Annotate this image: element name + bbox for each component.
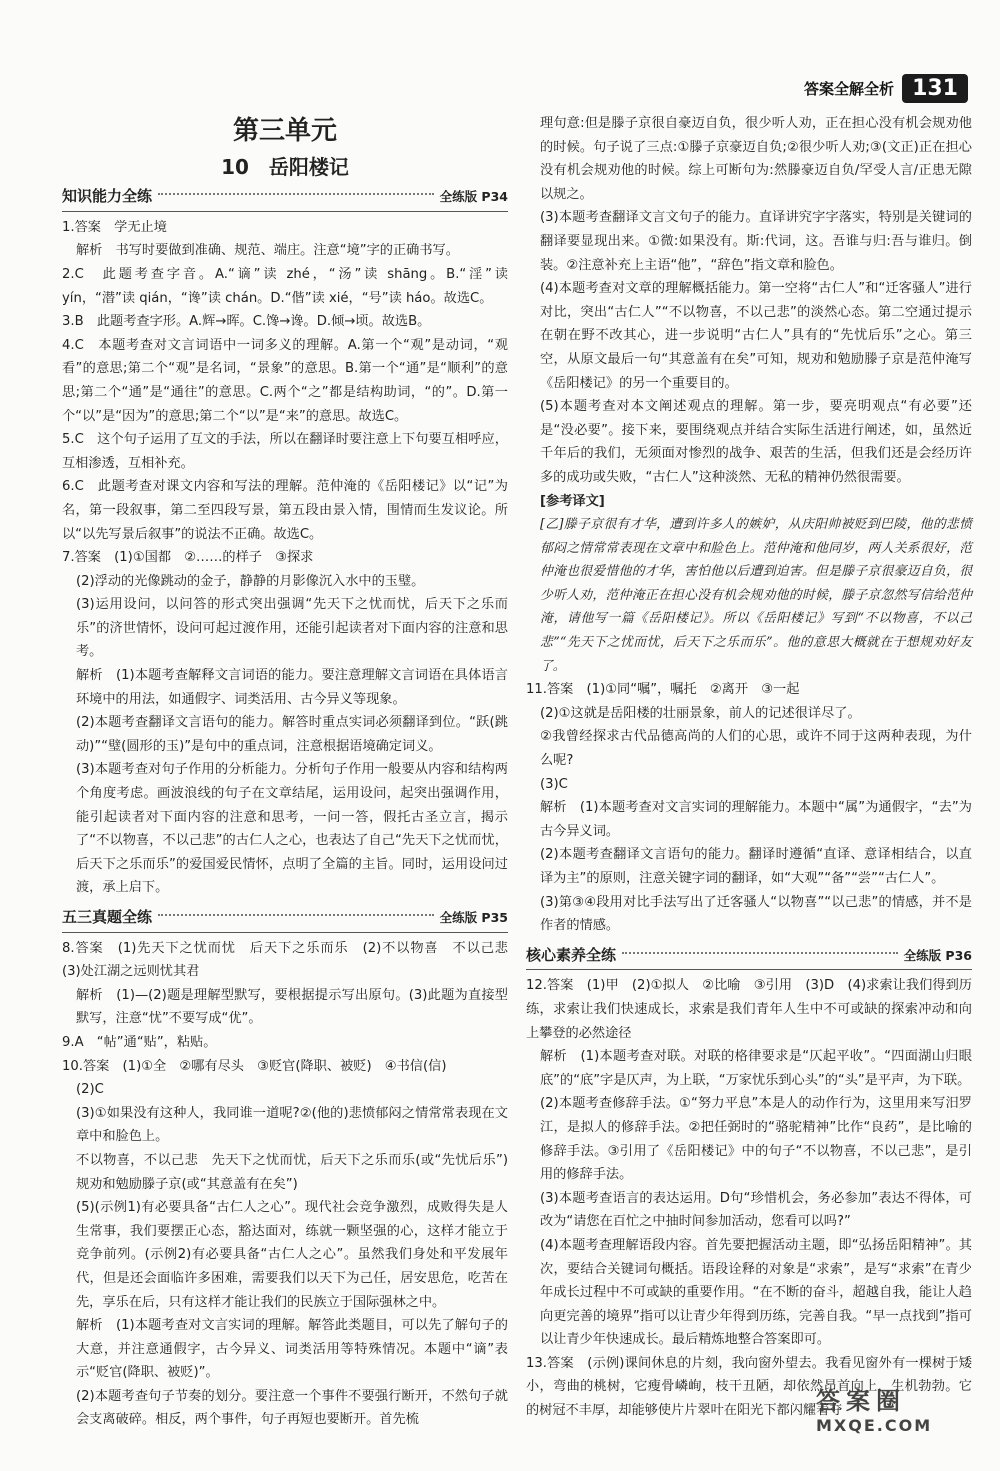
unit-title: 第三单元 <box>232 116 337 146</box>
header-label: 答案全解全析 <box>804 79 895 98</box>
answer-9: 9.A “帖”通“贴”，粘贴。 <box>62 1034 217 1050</box>
analysis-10-3: (3)本题考查翻译文言文句子的能力。直译讲究字字落实，特别是关键词的翻译要显现出来。①微:如果没有。斯:代词，这。吾谁与归:吾与谁归。倒装。②注意补充上主语“他”，“辞色”指文章和脸色。 <box>540 210 972 273</box>
watermark-text: 答案圈 <box>816 1387 906 1415</box>
section-dots <box>158 193 434 195</box>
reference-translation: [乙]滕子京很有才华，遭到许多人的嫉妒，从庆阳帅被贬到巴陵，他的悲愤郁闷之情常常表现在文章中和脸色上。范仲淹和他同岁，两人关系很好，范仲淹也很爱惜他的才华，害怕他以后遭到迫害。但是滕子京很豪迈自负，很少听人劝，范仲淹正在担心没有机会规劝他的时候，滕子京忽然写信给范仲淹，请他写一篇《岳阳楼记》。所以《岳阳楼记》写到“不以物喜，不以己悲”“先天下之忧而忧，后天下之乐而乐”。他的意思大概就在于想规劝好友了。 <box>540 517 972 674</box>
section-header-core <box>526 944 972 971</box>
analysis-12-4: (4)本题考查理解语段内容。首先要把握活动主题，即“弘扬岳阳精神”。其次，要结合关键词句概括。语段诠释的对象是“求索”，是写“求索”在青少年成长过程中不可或缺的重要作用。“在不断的奋斗，超越自我，能让人趋向更完善的境界”指可以让青少年得到历练，完善自我。“早一点找到”指可以让青少年快速成长。最后精炼地整合答案即可。 <box>540 1237 972 1348</box>
analysis-10-5: (5)本题考查对本文阐述观点的理解。第一步，要亮明观点“有必要”还是“没必要”。接下来，要围绕观点并结合实际生活进行阐述，如，虽然近千年后的我们，无须面对惨烈的战争、艰苦的生活，但我们还是会经历许多的成功或失败，“古仁人”这种淡然、无私的精神仍然很需要。 <box>540 399 972 485</box>
answer-10-5: (5)(示例1)有必要具备“古仁人之心”。现代社会竞争激烈，成败得失是人生常事，我们要摆正心态，豁达面对，练就一颗坚强的心，这样才能立于竞争前列。(示例2)有必要具备“古仁人之心”。虽然我们身处和平发展年代，但是还会面临许多困难，需要我们以天下为己任，居安思危，吃苦在先，享乐在后，只有这样才能让我们的民族立于国际强林之中。 <box>76 1200 508 1310</box>
answer-10-4: 不以物喜，不以己悲 先天下之忧而忧，后天下之乐而乐(或“先忧后乐”) 规劝和勉励滕子京(或“其意盖有在矣”) <box>76 1152 522 1192</box>
page-header <box>804 70 968 106</box>
left-column <box>62 112 522 1432</box>
answer-8: 8.答案 (1)先天下之忧而忧 后天下之乐而乐 (2)不以物喜 不以己悲 (3)处江湖之远则忧其君 <box>62 940 522 980</box>
answer-11-2b: ②我曾经探求古代品德高尚的人们的心思，或许不同于这两种表现，为什么呢? <box>540 729 972 769</box>
answer-13: 13.答案 (示例)课间休息的片刻，我向窗外望去。我看见窗外有一棵树于矮小，弯曲的桃树，它瘦骨嶙峋，枝干丑陋，却依然昂首向上，生机勃勃。它的树冠不丰厚，却能够使片片翠叶在阳光下都闪耀着夺 <box>526 1355 972 1419</box>
analysis-1: 解析 书写时要做到准确、规范、端庄。注意“境”字的正确书写。 <box>76 243 459 259</box>
analysis-12-1: 解析 (1)本题考查对联。对联的格律要求是“仄起平收”。“四面湖山归眼底”的“底”字是仄声，为上联，“万家忧乐到心头”的“头”是平声，为下联。 <box>540 1049 972 1088</box>
section-tag: 全练版 P34 <box>439 189 508 205</box>
analysis-11-2: (2)本题考查翻译文言语句的能力。翻译时遵循“直译、意译相结合，以直译为主”的原则，注意关键字词的翻译，如“大观”“备”“尝”“古仁人”。 <box>540 847 972 886</box>
page-number: 131 <box>902 74 968 103</box>
reference-translation-heading: [参考译文] <box>540 493 605 509</box>
answer-3: 3.B 此题考查字形。A.辉→晖。C.馋→谗。D.倾→顷。故选B。 <box>62 314 431 330</box>
section-tag: 全练版 P35 <box>439 910 508 925</box>
analysis-10-1: 解析 (1)本题考查对文言实词的理解。解答此类题目，可以先了解句子的大意，并注意通假字，古今异义、词类活用等特殊情况。本题中“谪”表示“贬官(降职、被贬)”。 <box>76 1318 508 1381</box>
answer-6: 6.C 此题考查对课文内容和写法的理解。范仲淹的《岳阳楼记》以“记”为名，第一段叙事，第二至四段写景，第五段由景入情，围情而生发议论。所以“以先写景后叙事”的说法不正确。故选C。 <box>62 479 508 542</box>
answer-10-2: (2)C <box>76 1082 104 1098</box>
analysis-7-2: (2)本题考查翻译文言语句的能力。解答时重点实词必须翻译到位。“跃(跳动)”“璧(圆形的玉)”是句中的重点词，注意根据语境确定词义。 <box>76 715 508 754</box>
answer-12: 12.答案 (1)甲 (2)①拟人 ②比喻 ③引用 (3)D (4)求索让我们得到历练，求索让我们快速成长，求索是我们青年人生中不可或缺的探索冲动和向上攀登的必然途径 <box>526 978 972 1041</box>
analysis-7-1: 解析 (1)本题考查解释文言词语的能力。要注意理解文言词语在具体语言环境中的用法，如通假字、词类活用、古今异义等现象。 <box>76 668 508 707</box>
analysis-12-2: (2)本题考查修辞手法。①“努力平息”本是人的动作行为，这里用来写汨罗江，是拟人的修辞手法。②把任弼时的“骆驼精神”比作“良药”，是比喻的修辞手法。③引用了《岳阳楼记》中的句子“不以物喜，不以己悲”，是引用的修辞手法。 <box>540 1096 972 1183</box>
watermark-url: MXQE.COM <box>816 1416 933 1435</box>
answer-10-3: (3)①如果没有这种人，我同谁一道呢?②(他的)悲愤郁闷之情常常表现在文章中和脸色上。 <box>76 1105 508 1145</box>
section-tag: 全练版 P36 <box>903 947 972 963</box>
answer-10: 10.答案 (1)①全 ②哪有尽头 ③贬官(降职、被贬) ④书信(信) <box>62 1058 447 1074</box>
right-column <box>526 112 972 1423</box>
answer-11-2: (2)①这就是岳阳楼的壮丽景象，前人的记述很详尽了。 <box>540 705 861 721</box>
section-title: 知识能力全练 <box>62 187 153 206</box>
section-dots <box>622 952 898 954</box>
answer-2: 2.C 此题考查字音。A.“谪”读 zhé，“汤”读 shāng。B.“淫”读 yín，“潜”读 qián，“谗”读 chán。D.“偕”读 xié，“号”读 háo。故选C。 <box>62 266 508 306</box>
answer-4: 4.C 本题考查对文言词语中一词多义的理解。A.第一个“观”是动词，“观看”的意思;第二个“观”是名词，“景象”的意思。B.第一个“通”是“顺利”的意思;第二个“通”是“通往”的意思。C.两个“之”都是结构助词，“的”。D.第一个“以”是“因为”的意思;第二个“以”是“来”的意思。故选C。 <box>62 337 508 424</box>
lesson-title: 10 岳阳楼记 <box>221 154 349 179</box>
section-header-knowledge <box>62 185 508 212</box>
answer-5: 5.C 这个句子运用了互文的手法，所以在翻译时要注意上下句要互相呼应，互相渗透，互相补充。 <box>62 432 508 471</box>
answer-7: 7.答案 (1)①国都 ②……的样子 ③探求 <box>62 550 314 566</box>
section-title: 核心素养全练 <box>526 945 617 964</box>
analysis-10-2: (2)本题考查句子节奏的划分。要注意一个事件不要强行断开，不然句子就会支离破碎。相反，两个事件，句子再短也要断开。首先梳 <box>76 1388 508 1428</box>
analysis-11-1: 解析 (1)本题考查对文言实词的理解能力。本题中“属”为通假字，“去”为古今异义词。 <box>540 800 972 839</box>
analysis-12-3: (3)本题考查语言的表达运用。D句“珍惜机会，务必参加”表达不得体，可改为“请您在百忙之中抽时间参加活动，您看可以吗?” <box>540 1190 972 1230</box>
analysis-7-3: (3)本题考查对句子作用的分析能力。分析句子作用一般要从内容和结构两个角度考虑。画波浪线的句子在文章结尾，运用设问，起突出强调作用，能引起读者对下面内容的注意和思考，一问一答，假托古圣立言，揭示了“不以物喜，不以己悲”的古仁人之心，也表达了自己“先天下之忧而忧，后天下之乐而乐”的爱国爱民情怀，点明了全篇的主旨。同时，运用设问过渡，承上启下。 <box>76 762 508 896</box>
answer-11: 11.答案 (1)①同“嘱”，嘱托 ②离开 ③一起 <box>526 682 800 698</box>
section-title: 五三真题全练 <box>62 908 153 926</box>
analysis-8: 解析 (1)—(2)题是理解型默写，要根据提示写出原句。(3)此题为直接型默写，注意“忧”不要写成“优”。 <box>76 987 508 1027</box>
watermark-logo <box>816 1381 986 1451</box>
section-dots <box>158 914 434 916</box>
answer-11-3: (3)C <box>540 776 568 792</box>
analysis-10-2-cont: 理句意:但是滕子京很自豪迈自负，很少听人劝，正在担心没有机会规劝他的时候。句子说了三点:①滕子京豪迈自负;②很少听人劝;③(文正)正在担心没有机会规劝他的时候。综上可断句为:然滕豪迈自负/罕受人言/正患无隙以规之。 <box>540 116 972 202</box>
answer-1: 1.答案 学无止境 <box>62 219 167 235</box>
answer-7-3: (3)运用设问，以问答的形式突出强调“先天下之忧而忧，后天下之乐而乐”的济世情怀，设问可起过渡作用，还能引起读者对下面内容的注意和思考。 <box>76 597 508 660</box>
analysis-11-3: (3)第③④段用对比手法写出了迁客骚人“以物喜”“以己悲”的情感，并不是作者的情感。 <box>540 894 972 934</box>
answer-7-2: (2)浮动的光像跳动的金子，静静的月影像沉入水中的玉璧。 <box>76 573 425 589</box>
analysis-10-4: (4)本题考查对文章的理解概括能力。第一空将“古仁人”和“迁客骚人”进行对比，突出“古仁人”“不以物喜，不以己悲”的淡然心态。第二空通过提示在朝在野不改其心，进一步说明“古仁人”具有的“先忧后乐”之心。第三空，从原文最后一句“其意盖有在矣”可知，规劝和勉励滕子京是范仲淹写《岳阳楼记》的另一个重要目的。 <box>540 281 972 391</box>
section-header-exam <box>62 906 508 933</box>
